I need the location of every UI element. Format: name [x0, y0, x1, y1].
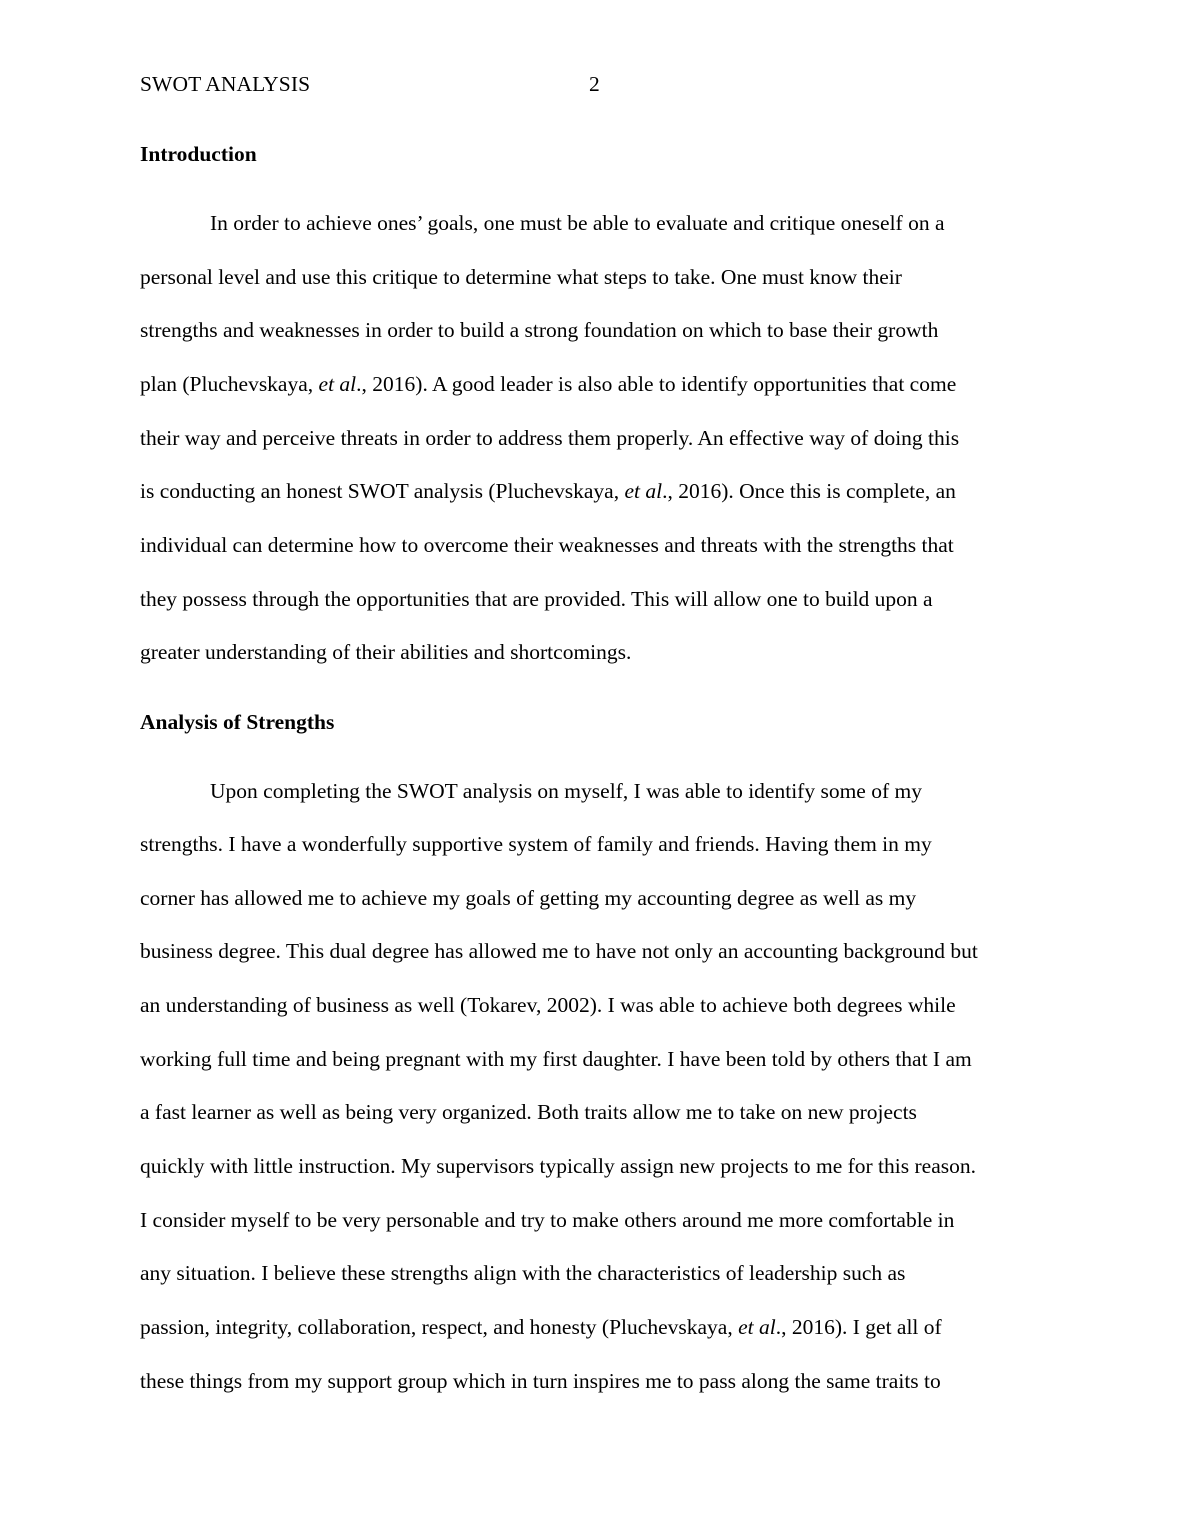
citation-et-al: et al	[624, 479, 663, 503]
paragraph-line: I consider myself to be very personable and try to make others around me more comfortable in	[140, 1208, 955, 1232]
paragraph-line: Upon completing the SWOT analysis on myself, I was able to identify some of my	[210, 779, 922, 803]
paragraph-line: business degree. This dual degree has allowed me to have not only an accounting background but	[140, 939, 978, 963]
running-head: SWOT ANALYSIS	[140, 72, 311, 96]
paragraph-line: corner has allowed me to achieve my goals of getting my accounting degree as well as my	[140, 886, 917, 910]
paragraph-line: they possess through the opportunities that are provided. This will allow one to build upon a	[140, 587, 933, 611]
paragraph-line: a fast learner as well as being very organized. Both traits allow me to take on new projects	[140, 1100, 917, 1124]
paragraph-line: is conducting an honest SWOT analysis (Pluchevskaya, et al., 2016). Once this is complete, an	[140, 479, 956, 503]
paragraph-line: working full time and being pregnant with my first daughter. I have been told by others that I am	[140, 1047, 972, 1071]
paragraph-line: any situation. I believe these strengths align with the characteristics of leadership such as	[140, 1261, 906, 1285]
paragraph-line: passion, integrity, collaboration, respect, and honesty (Pluchevskaya, et al., 2016). I get all of	[140, 1315, 942, 1339]
paragraph-line: these things from my support group which in turn inspires me to pass along the same traits to	[140, 1369, 941, 1393]
page-number: 2	[589, 72, 600, 96]
section-heading-introduction: Introduction	[140, 142, 257, 166]
paragraph-line: an understanding of business as well (Tokarev, 2002). I was able to achieve both degrees while	[140, 993, 956, 1017]
citation-et-al: et al	[318, 372, 357, 396]
paragraph-line: strengths and weaknesses in order to build a strong foundation on which to base their growth	[140, 318, 939, 342]
paragraph-line: In order to achieve ones’ goals, one must be able to evaluate and critique oneself on a	[210, 211, 945, 235]
paragraph-line: individual can determine how to overcome their weaknesses and threats with the strengths that	[140, 533, 954, 557]
paragraph-line: strengths. I have a wonderfully supportive system of family and friends. Having them in my	[140, 832, 932, 856]
citation-et-al: et al	[738, 1315, 776, 1339]
paragraph-line: quickly with little instruction. My supervisors typically assign new projects to me for this reason.	[140, 1154, 976, 1178]
paragraph-line: personal level and use this critique to determine what steps to take. One must know their	[140, 265, 902, 289]
paragraph-line: plan (Pluchevskaya, et al., 2016). A good leader is also able to identify opportunities that come	[140, 372, 957, 396]
paragraph-line: their way and perceive threats in order to address them properly. An effective way of doing this	[140, 426, 960, 450]
section-heading-analysis-of-strengths: Analysis of Strengths	[140, 710, 335, 734]
paragraph-line: greater understanding of their abilities and shortcomings.	[140, 640, 632, 664]
